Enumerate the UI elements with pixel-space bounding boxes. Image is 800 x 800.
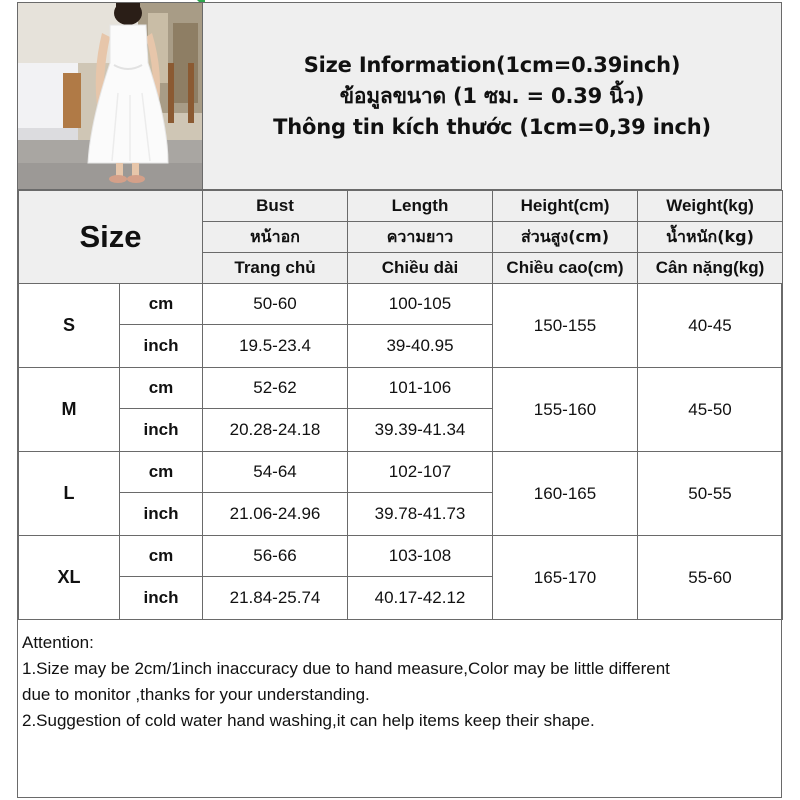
bust-inch-value: 20.28-24.18 <box>203 409 348 452</box>
column-header-height: Height(cm) <box>493 191 638 222</box>
unit-label: cm <box>120 284 203 325</box>
bust-cm-value: 56-66 <box>203 536 348 577</box>
length-cm-value: 101-106 <box>348 368 493 409</box>
attention-notes <box>18 628 781 798</box>
title-vietnamese: Thông tin kích thước (1cm=0,39 inch) <box>273 114 711 139</box>
length-inch-value: 40.17-42.12 <box>348 577 493 620</box>
column-header-weight: Weight(kg) <box>638 191 783 222</box>
unit-label: inch <box>120 493 203 536</box>
size-label: L <box>19 452 120 536</box>
column-header-weight-vi: Cân nặng(kg) <box>638 253 783 284</box>
weight-value: 45-50 <box>638 368 783 452</box>
length-cm-value: 100-105 <box>348 284 493 325</box>
unit-label: inch <box>120 409 203 452</box>
bust-cm-value: 54-64 <box>203 452 348 493</box>
notes-heading: Attention: <box>22 633 94 652</box>
height-value: 160-165 <box>493 452 638 536</box>
title-box <box>203 3 781 190</box>
length-cm-value: 102-107 <box>348 452 493 493</box>
table-row <box>19 368 783 409</box>
notes-line: 1.Size may be 2cm/1inch inaccuracy due to hand measure,Color may be little different <box>22 659 670 678</box>
weight-value: 50-55 <box>638 452 783 536</box>
unit-label: cm <box>120 368 203 409</box>
height-value: 165-170 <box>493 536 638 620</box>
size-header: Size <box>19 191 203 284</box>
weight-value: 55-60 <box>638 536 783 620</box>
bust-inch-value: 21.84-25.74 <box>203 577 348 620</box>
column-header-height-vi: Chiều cao(cm) <box>493 253 638 284</box>
size-chart-sheet <box>17 2 782 798</box>
column-header-length: Length <box>348 191 493 222</box>
product-photo <box>18 3 203 190</box>
unit-label: cm <box>120 536 203 577</box>
length-inch-value: 39-40.95 <box>348 325 493 368</box>
column-header-bust-thai: หน้าอก <box>203 222 348 253</box>
dress-photo-illustration <box>18 3 202 189</box>
bust-cm-value: 50-60 <box>203 284 348 325</box>
header <box>18 3 781 190</box>
unit-label: cm <box>120 452 203 493</box>
table-row <box>19 536 783 577</box>
unit-label: inch <box>120 577 203 620</box>
weight-value: 40-45 <box>638 284 783 368</box>
column-header-bust: Bust <box>203 191 348 222</box>
column-header-bust-vi: Trang chủ <box>203 253 348 284</box>
title-english: Size Information(1cm=0.39inch) <box>303 52 681 77</box>
length-inch-value: 39.78-41.73 <box>348 493 493 536</box>
bust-inch-value: 19.5-23.4 <box>203 325 348 368</box>
height-value: 150-155 <box>493 284 638 368</box>
notes-line: 2.Suggestion of cold water hand washing,it can help items keep their shape. <box>22 711 595 730</box>
column-header-length-vi: Chiều dài <box>348 253 493 284</box>
bust-cm-value: 52-62 <box>203 368 348 409</box>
size-label: M <box>19 368 120 452</box>
table-row <box>19 284 783 325</box>
size-label: XL <box>19 536 120 620</box>
bust-inch-value: 21.06-24.96 <box>203 493 348 536</box>
length-inch-value: 39.39-41.34 <box>348 409 493 452</box>
column-header-weight-thai: น้ำหนัก(kg) <box>638 222 783 253</box>
title-thai: ข้อมูลขนาด (1 ซม. = 0.39 นิ้ว) <box>339 83 645 108</box>
length-cm-value: 103-108 <box>348 536 493 577</box>
table-row <box>19 452 783 493</box>
height-value: 155-160 <box>493 368 638 452</box>
size-table <box>18 190 783 620</box>
column-header-height-thai: ส่วนสูง(cm) <box>493 222 638 253</box>
column-header-length-thai: ความยาว <box>348 222 493 253</box>
unit-label: inch <box>120 325 203 368</box>
header-row-english <box>19 191 783 222</box>
notes-line: due to monitor ,thanks for your understanding. <box>22 685 370 704</box>
size-label: S <box>19 284 120 368</box>
